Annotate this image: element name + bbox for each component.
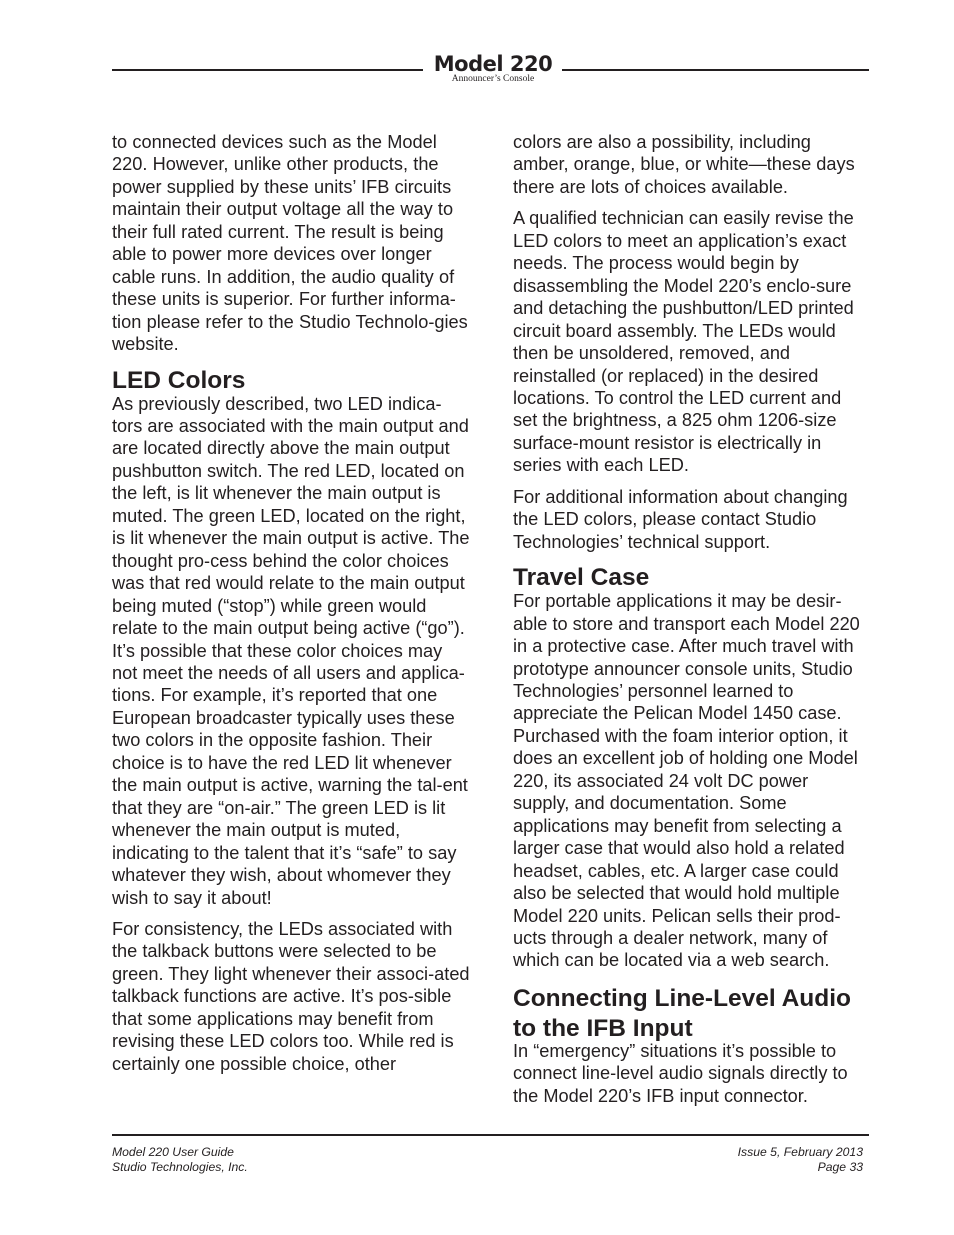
footer-issue: Issue 5, February 2013 bbox=[737, 1145, 863, 1159]
footer-guide-title: Model 220 User Guide bbox=[112, 1145, 234, 1159]
heading-connecting-line-level-audio bbox=[513, 984, 869, 1044]
heading-led-colors: LED Colors bbox=[112, 366, 246, 394]
footer-rule bbox=[112, 1134, 869, 1136]
footer-company: Studio Technologies, Inc. bbox=[112, 1160, 248, 1174]
right-paragraph-4: For portable applications it may be desir-able to store and transport each Model 220 in a protective case. After much travel with prototype announcer console units, Studio Technologies’ personnel learned to appreciate the Pelican Model 1450 case. Purchased with the foam interior option, it does an excellent job of holding one Model 220, its associated 24 volt DC power supply, and documentation. Some applications may benefit from selecting a larger case that would also hold a related headset, cables, etc. A larger case could also be selected that would hold multiple Model 220 units. Pelican sells their prod-ucts through a dealer network, many of which can be located via a web search. bbox=[513, 591, 860, 971]
header-title: Model 220 bbox=[433, 52, 553, 76]
left-column bbox=[112, 131, 470, 1075]
header-rule-right bbox=[562, 69, 869, 71]
left-paragraph-3: For consistency, the LEDs associated with the talkback buttons were selected to be green. They light whenever their associ-ated talkback functions are active. It’s pos-sible that some applications may benefit from revising these LED colors too. While red is certainly one possible choice, other bbox=[112, 918, 470, 1074]
heading-connect-line-1: Connecting Line-Level Audio bbox=[513, 984, 852, 1012]
heading-travel-case: Travel Case bbox=[513, 564, 650, 592]
left-paragraph-1: to connected devices such as the Model 220. However, unlike other products, the power supplied by these units’ IFB circuits maintain their output voltage all the way to their full rated current. The result is being able to power more devices over longer cable runs. In addition, the audio quality of these units is superior. For further informa-tion please refer to the Studio Technolo-gies website. bbox=[112, 132, 468, 355]
header-rule-left bbox=[112, 69, 423, 71]
heading-connect-line-2: to the IFB Input bbox=[513, 1014, 693, 1042]
right-paragraph-3: For additional information about changing the LED colors, please contact Studio Technologies’ technical support. bbox=[513, 486, 848, 552]
footer-page-number: Page 33 bbox=[817, 1160, 863, 1174]
header-logo bbox=[426, 52, 560, 84]
right-column bbox=[513, 131, 869, 1107]
footer-right bbox=[738, 1145, 863, 1175]
right-paragraph-1: colors are also a possibility, including amber, orange, blue, or white—these days there are lots of choices available. bbox=[513, 132, 855, 197]
footer-left bbox=[112, 1145, 248, 1175]
right-paragraph-2: A qualified technician can easily revise the LED colors to meet an application’s exact needs. The process would begin by disassembling the Model 220’s enclo-sure and detaching the pushbutton/LED printed circuit board assembly. The LEDs would then be unsoldered, removed, and reinstalled (or replaced) in the desired locations. To control the LED current and set the brightness, a 825 ohm 1206-size surface-mount resistor is electrically in series with each LED. bbox=[513, 208, 854, 476]
left-paragraph-2: As previously described, two LED indica-tors are associated with the main output and are located directly above the main output pushbutton switch. The red LED, located on the left, is lit whenever the main output is muted. The green LED, located on the right, is lit whenever the main output is active. The thought pro-cess behind the color choices was that red would relate to the main output being muted (“stop”) while green would relate to the main output being active (“go”). It’s possible that these color choices may not meet the needs of all users and applica-tions. For example, it’s reported that one European broadcaster typically uses these two colors in the opposite fashion. Their choice is to have the red LED lit whenever the main output is active, warning the tal-ent that they are “on-air.” The green LED is lit whenever the main output is muted, indicating to the talent that it’s “safe” to say whatever they wish, about whomever they wish to say it about! bbox=[112, 393, 470, 908]
header-subtitle: Announcer’s Console bbox=[451, 74, 535, 84]
right-paragraph-5: In “emergency” situations it’s possible to connect line-level audio signals directly to the Model 220’s IFB input connector. bbox=[513, 1040, 848, 1106]
